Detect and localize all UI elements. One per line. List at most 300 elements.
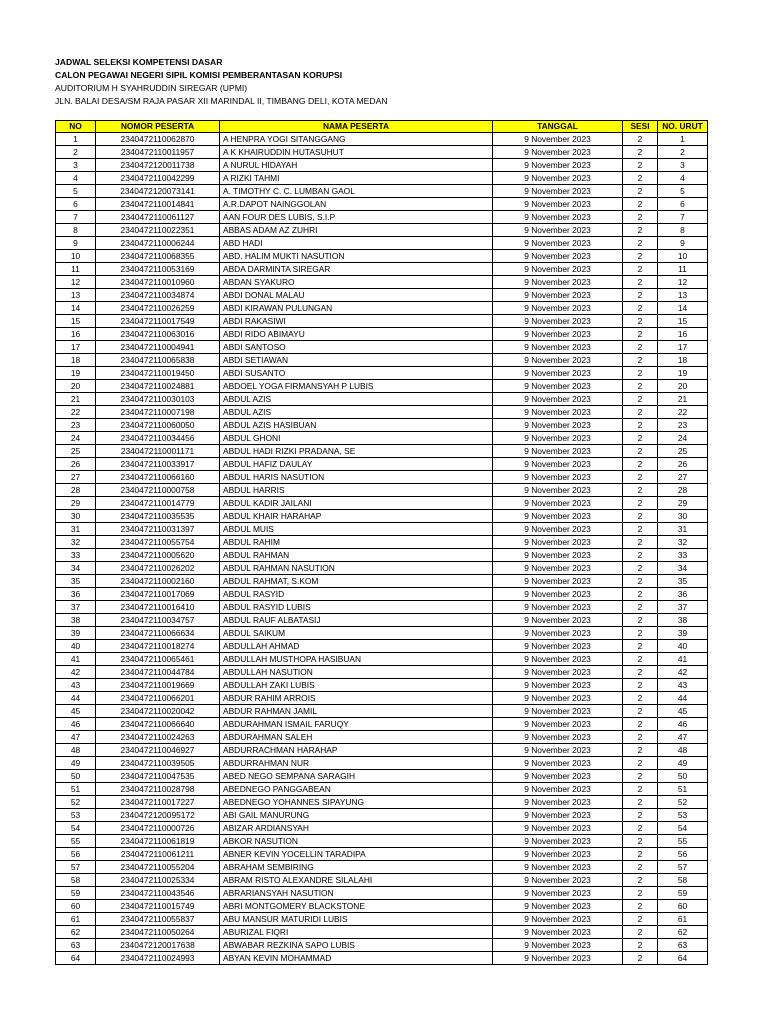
cell-no-urut: 4 [658,172,708,185]
cell-sesi: 2 [623,653,658,666]
cell-no: 51 [56,783,96,796]
cell-no-urut: 34 [658,562,708,575]
table-row [56,744,708,757]
cell-sesi: 2 [623,419,658,432]
cell-tanggal: 9 November 2023 [493,783,623,796]
cell-nomor-peserta: 2340472110000758 [96,484,220,497]
cell-tanggal: 9 November 2023 [493,718,623,731]
table-row [56,159,708,172]
cell-tanggal: 9 November 2023 [493,185,623,198]
table-row [56,380,708,393]
cell-no: 36 [56,588,96,601]
cell-sesi: 2 [623,640,658,653]
table-row [56,809,708,822]
cell-no-urut: 47 [658,731,708,744]
table-row [56,679,708,692]
cell-nama-peserta: ABDI SUSANTO [220,367,493,380]
cell-no-urut: 39 [658,627,708,640]
cell-nama-peserta: ABDI SETIAWAN [220,354,493,367]
cell-nomor-peserta: 2340472110034456 [96,432,220,445]
cell-sesi: 2 [623,822,658,835]
cell-nama-peserta: ABD HADI [220,237,493,250]
cell-sesi: 2 [623,146,658,159]
cell-nomor-peserta: 2340472120017638 [96,939,220,952]
cell-no-urut: 59 [658,887,708,900]
cell-no-urut: 57 [658,861,708,874]
cell-sesi: 2 [623,484,658,497]
cell-no: 19 [56,367,96,380]
cell-nomor-peserta: 2340472120073141 [96,185,220,198]
table-row [56,393,708,406]
table-row [56,549,708,562]
cell-sesi: 2 [623,770,658,783]
cell-sesi: 2 [623,848,658,861]
cell-nomor-peserta: 2340472110016410 [96,601,220,614]
cell-no-urut: 58 [658,874,708,887]
cell-no: 18 [56,354,96,367]
cell-tanggal: 9 November 2023 [493,237,623,250]
table-body [56,133,708,965]
cell-nomor-peserta: 2340472110065838 [96,354,220,367]
cell-nomor-peserta: 2340472110028798 [96,783,220,796]
cell-nomor-peserta: 2340472110024263 [96,731,220,744]
venue-name: AUDITORIUM H SYAHRUDDIN SIREGAR (UPMI) [55,83,248,93]
cell-sesi: 2 [623,939,658,952]
cell-no: 50 [56,770,96,783]
cell-nama-peserta: ABDUL KADIR JAILANI [220,497,493,510]
cell-sesi: 2 [623,718,658,731]
cell-nama-peserta: ABU MANSUR MATURIDI LUBIS [220,913,493,926]
cell-nama-peserta: ABDURAHMAN ISMAIL FARUQY [220,718,493,731]
cell-tanggal: 9 November 2023 [493,276,623,289]
cell-sesi: 2 [623,562,658,575]
cell-nomor-peserta: 2340472110042299 [96,172,220,185]
cell-no: 41 [56,653,96,666]
table-row [56,250,708,263]
cell-no: 2 [56,146,96,159]
cell-no-urut: 19 [658,367,708,380]
cell-tanggal: 9 November 2023 [493,601,623,614]
cell-tanggal: 9 November 2023 [493,627,623,640]
cell-tanggal: 9 November 2023 [493,445,623,458]
cell-no: 40 [56,640,96,653]
cell-nomor-peserta: 2340472110002160 [96,575,220,588]
column-header-tanggal: TANGGAL [493,121,623,133]
cell-nomor-peserta: 2340472110025334 [96,874,220,887]
cell-nomor-peserta: 2340472110046927 [96,744,220,757]
table-row [56,211,708,224]
cell-sesi: 2 [623,172,658,185]
cell-sesi: 2 [623,250,658,263]
table-row [56,328,708,341]
cell-no: 54 [56,822,96,835]
cell-tanggal: 9 November 2023 [493,653,623,666]
cell-nomor-peserta: 2340472110068355 [96,250,220,263]
cell-no-urut: 10 [658,250,708,263]
table-row [56,874,708,887]
table-row [56,653,708,666]
cell-no-urut: 17 [658,341,708,354]
cell-sesi: 2 [623,302,658,315]
cell-no: 9 [56,237,96,250]
venue-address: JLN. BALAI DESA/SM RAJA PASAR XII MARINDAL II, TIMBANG DELI, KOTA MEDAN [55,96,388,106]
cell-no: 43 [56,679,96,692]
document-header [55,56,388,108]
table-row [56,432,708,445]
cell-sesi: 2 [623,185,658,198]
cell-nomor-peserta: 2340472110030103 [96,393,220,406]
cell-nama-peserta: ABDAN SYAKURO [220,276,493,289]
table-row [56,497,708,510]
cell-tanggal: 9 November 2023 [493,575,623,588]
cell-no-urut: 11 [658,263,708,276]
cell-sesi: 2 [623,874,658,887]
cell-sesi: 2 [623,692,658,705]
table-row [56,783,708,796]
cell-nama-peserta: ABDUL AZIS [220,393,493,406]
cell-nama-peserta: A. TIMOTHY C. C. LUMBAN GAOL [220,185,493,198]
cell-no: 58 [56,874,96,887]
cell-no-urut: 14 [658,302,708,315]
cell-tanggal: 9 November 2023 [493,263,623,276]
cell-nama-peserta: ABDURAHMAN SALEH [220,731,493,744]
cell-sesi: 2 [623,523,658,536]
cell-no: 28 [56,484,96,497]
cell-sesi: 2 [623,679,658,692]
cell-nama-peserta: ABDUL RAHMAT, S.KOM [220,575,493,588]
cell-nama-peserta: AAN FOUR DES LUBIS, S.I.P [220,211,493,224]
cell-no: 24 [56,432,96,445]
cell-nomor-peserta: 2340472110061211 [96,848,220,861]
cell-no-urut: 2 [658,146,708,159]
cell-nama-peserta: ABDUL HARRIS [220,484,493,497]
cell-no: 7 [56,211,96,224]
cell-no: 63 [56,939,96,952]
cell-tanggal: 9 November 2023 [493,172,623,185]
cell-tanggal: 9 November 2023 [493,679,623,692]
table-row [56,198,708,211]
cell-no: 14 [56,302,96,315]
cell-no: 57 [56,861,96,874]
cell-nama-peserta: ABRI MONTGOMERY BLACKSTONE [220,900,493,913]
table-row [56,562,708,575]
cell-tanggal: 9 November 2023 [493,744,623,757]
table-row [56,419,708,432]
cell-nama-peserta: ABDULLAH MUSTHOPA HASIBUAN [220,653,493,666]
cell-no: 12 [56,276,96,289]
cell-sesi: 2 [623,861,658,874]
cell-tanggal: 9 November 2023 [493,471,623,484]
column-header-no-urut: NO. URUT [658,121,708,133]
cell-nomor-peserta: 2340472110014841 [96,198,220,211]
cell-nama-peserta: ABDA DARMINTA SIREGAR [220,263,493,276]
table-row [56,289,708,302]
cell-no: 23 [56,419,96,432]
table-header-row [56,121,708,133]
table-row [56,445,708,458]
cell-sesi: 2 [623,731,658,744]
cell-nomor-peserta: 2340472110034757 [96,614,220,627]
cell-no: 42 [56,666,96,679]
cell-nama-peserta: ABEDNEGO YOHANNES SIPAYUNG [220,796,493,809]
cell-tanggal: 9 November 2023 [493,796,623,809]
cell-no: 37 [56,601,96,614]
cell-tanggal: 9 November 2023 [493,887,623,900]
cell-nomor-peserta: 2340472110066201 [96,692,220,705]
cell-tanggal: 9 November 2023 [493,510,623,523]
cell-sesi: 2 [623,289,658,302]
cell-nama-peserta: ABDUL RAHMAN NASUTION [220,562,493,575]
cell-tanggal: 9 November 2023 [493,289,623,302]
cell-sesi: 2 [623,237,658,250]
cell-nama-peserta: ABDI DONAL MALAU [220,289,493,302]
table-row [56,692,708,705]
table-row [56,471,708,484]
table-row [56,640,708,653]
cell-nomor-peserta: 2340472110061819 [96,835,220,848]
cell-no-urut: 9 [658,237,708,250]
cell-sesi: 2 [623,328,658,341]
cell-no-urut: 15 [658,315,708,328]
cell-tanggal: 9 November 2023 [493,562,623,575]
cell-no-urut: 18 [658,354,708,367]
cell-nomor-peserta: 2340472110050264 [96,926,220,939]
cell-nama-peserta: ABYAN KEVIN MOHAMMAD [220,952,493,965]
column-header-nomor-peserta: NOMOR PESERTA [96,121,220,133]
cell-nama-peserta: ABDI RIDO ABIMAYU [220,328,493,341]
cell-no: 45 [56,705,96,718]
cell-nomor-peserta: 2340472110017227 [96,796,220,809]
column-header-nama-peserta: NAMA PESERTA [220,121,493,133]
cell-no: 1 [56,133,96,146]
cell-no: 6 [56,198,96,211]
cell-no-urut: 42 [658,666,708,679]
cell-no-urut: 27 [658,471,708,484]
table-row [56,939,708,952]
cell-tanggal: 9 November 2023 [493,354,623,367]
cell-nama-peserta: ABDUL HADI RIZKI PRADANA, SE [220,445,493,458]
cell-sesi: 2 [623,497,658,510]
cell-sesi: 2 [623,211,658,224]
table-row [56,575,708,588]
cell-nomor-peserta: 2340472110055837 [96,913,220,926]
cell-no-urut: 63 [658,939,708,952]
cell-nomor-peserta: 2340472110043546 [96,887,220,900]
cell-sesi: 2 [623,198,658,211]
cell-sesi: 2 [623,744,658,757]
cell-no-urut: 56 [658,848,708,861]
cell-no-urut: 25 [658,445,708,458]
table-row [56,367,708,380]
cell-sesi: 2 [623,627,658,640]
cell-sesi: 2 [623,458,658,471]
cell-no-urut: 20 [658,380,708,393]
cell-nomor-peserta: 2340472110017069 [96,588,220,601]
table-row [56,523,708,536]
cell-nama-peserta: ABIZAR ARDIANSYAH [220,822,493,835]
cell-no: 59 [56,887,96,900]
cell-sesi: 2 [623,809,658,822]
cell-nama-peserta: ABRAM RISTO ALEXANDRE SILALAHI [220,874,493,887]
cell-sesi: 2 [623,406,658,419]
cell-no: 38 [56,614,96,627]
cell-no: 44 [56,692,96,705]
table-row [56,354,708,367]
cell-nomor-peserta: 2340472110011957 [96,146,220,159]
cell-nomor-peserta: 2340472110026259 [96,302,220,315]
cell-no: 61 [56,913,96,926]
cell-no: 34 [56,562,96,575]
cell-nomor-peserta: 2340472110018274 [96,640,220,653]
cell-no: 26 [56,458,96,471]
cell-sesi: 2 [623,588,658,601]
cell-no: 31 [56,523,96,536]
cell-sesi: 2 [623,471,658,484]
cell-no-urut: 44 [658,692,708,705]
cell-nama-peserta: ABDULLAH ZAKI LUBIS [220,679,493,692]
cell-no-urut: 37 [658,601,708,614]
cell-tanggal: 9 November 2023 [493,458,623,471]
cell-nama-peserta: ABD. HALIM MUKTI NASUTION [220,250,493,263]
cell-tanggal: 9 November 2023 [493,367,623,380]
cell-no-urut: 43 [658,679,708,692]
cell-tanggal: 9 November 2023 [493,913,623,926]
cell-no-urut: 60 [658,900,708,913]
table-row [56,263,708,276]
cell-no: 56 [56,848,96,861]
cell-no-urut: 48 [658,744,708,757]
cell-tanggal: 9 November 2023 [493,211,623,224]
cell-no-urut: 54 [658,822,708,835]
cell-no-urut: 26 [658,458,708,471]
cell-no-urut: 24 [658,432,708,445]
cell-nama-peserta: ABDULLAH NASUTION [220,666,493,679]
cell-no: 21 [56,393,96,406]
table-row [56,484,708,497]
cell-tanggal: 9 November 2023 [493,692,623,705]
table-row [56,796,708,809]
cell-nama-peserta: ABRAHAM SEMBIRING [220,861,493,874]
cell-sesi: 2 [623,393,658,406]
cell-sesi: 2 [623,926,658,939]
table-row [56,757,708,770]
cell-tanggal: 9 November 2023 [493,419,623,432]
table-row [56,601,708,614]
cell-sesi: 2 [623,887,658,900]
cell-tanggal: 9 November 2023 [493,588,623,601]
cell-sesi: 2 [623,159,658,172]
cell-nomor-peserta: 2340472110031397 [96,523,220,536]
table-row [56,822,708,835]
table-row [56,510,708,523]
cell-sesi: 2 [623,445,658,458]
cell-nomor-peserta: 2340472110066640 [96,718,220,731]
cell-nama-peserta: ABEDNEGO PANGGABEAN [220,783,493,796]
cell-nama-peserta: ABDULLAH AHMAD [220,640,493,653]
cell-nama-peserta: ABED NEGO SEMPANA SARAGIH [220,770,493,783]
table-row [56,861,708,874]
cell-tanggal: 9 November 2023 [493,614,623,627]
cell-tanggal: 9 November 2023 [493,432,623,445]
cell-nomor-peserta: 2340472110060050 [96,419,220,432]
cell-nama-peserta: A.R.DAPOT NAINGGOLAN [220,198,493,211]
cell-nomor-peserta: 2340472120095172 [96,809,220,822]
cell-nama-peserta: ABDOEL YOGA FIRMANSYAH P LUBIS [220,380,493,393]
table-row [56,952,708,965]
cell-tanggal: 9 November 2023 [493,315,623,328]
cell-nomor-peserta: 2340472110017549 [96,315,220,328]
cell-sesi: 2 [623,133,658,146]
cell-nomor-peserta: 2340472110039505 [96,757,220,770]
cell-tanggal: 9 November 2023 [493,705,623,718]
table-row [56,406,708,419]
cell-no: 13 [56,289,96,302]
cell-nama-peserta: A K KHAIRUDDIN HUTASUHUT [220,146,493,159]
cell-no-urut: 41 [658,653,708,666]
cell-tanggal: 9 November 2023 [493,328,623,341]
table-row [56,705,708,718]
cell-nama-peserta: ABDI SANTOSO [220,341,493,354]
cell-nomor-peserta: 2340472110055754 [96,536,220,549]
cell-no-urut: 32 [658,536,708,549]
cell-nama-peserta: ABDUL HAFIZ DAULAY [220,458,493,471]
cell-nama-peserta: ABDUL MUIS [220,523,493,536]
cell-sesi: 2 [623,575,658,588]
cell-nama-peserta: A RIZKI TAHMI [220,172,493,185]
cell-sesi: 2 [623,354,658,367]
cell-tanggal: 9 November 2023 [493,159,623,172]
table-row [56,536,708,549]
cell-tanggal: 9 November 2023 [493,952,623,965]
cell-sesi: 2 [623,900,658,913]
table-row [56,302,708,315]
cell-sesi: 2 [623,510,658,523]
cell-sesi: 2 [623,536,658,549]
cell-no: 3 [56,159,96,172]
document-subtitle: CALON PEGAWAI NEGERI SIPIL KOMISI PEMBERANTASAN KORUPSI [55,70,343,80]
cell-tanggal: 9 November 2023 [493,497,623,510]
cell-no-urut: 52 [658,796,708,809]
cell-tanggal: 9 November 2023 [493,133,623,146]
cell-sesi: 2 [623,705,658,718]
cell-no: 55 [56,835,96,848]
cell-tanggal: 9 November 2023 [493,380,623,393]
cell-sesi: 2 [623,952,658,965]
cell-no: 20 [56,380,96,393]
cell-no-urut: 49 [658,757,708,770]
cell-no-urut: 36 [658,588,708,601]
table-row [56,926,708,939]
cell-sesi: 2 [623,783,658,796]
cell-no-urut: 55 [658,835,708,848]
cell-nomor-peserta: 2340472110066634 [96,627,220,640]
table-row [56,185,708,198]
cell-tanggal: 9 November 2023 [493,731,623,744]
cell-no-urut: 5 [658,185,708,198]
cell-nomor-peserta: 2340472110066160 [96,471,220,484]
cell-no-urut: 35 [658,575,708,588]
table-row [56,666,708,679]
cell-sesi: 2 [623,835,658,848]
cell-nama-peserta: ABDUR RAHMAN JAMIL [220,705,493,718]
cell-nama-peserta: ABI GAIL MANURUNG [220,809,493,822]
cell-no-urut: 62 [658,926,708,939]
cell-nomor-peserta: 2340472110061127 [96,211,220,224]
cell-nama-peserta: ABDI RAKASIWI [220,315,493,328]
cell-tanggal: 9 November 2023 [493,640,623,653]
cell-nama-peserta: ABDUL RASYID [220,588,493,601]
cell-nomor-peserta: 2340472110044784 [96,666,220,679]
